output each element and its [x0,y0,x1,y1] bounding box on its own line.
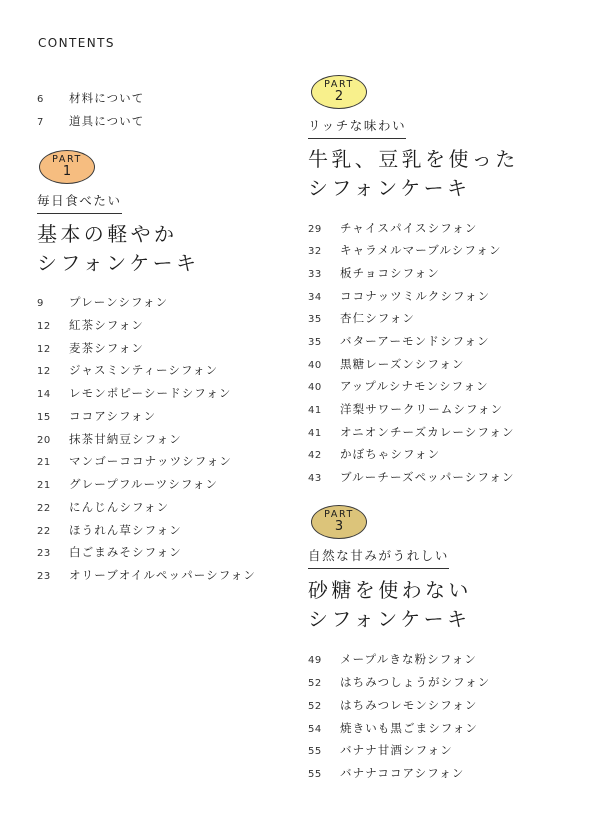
entry-title: ココナッツミルクシフォン [340,289,491,303]
toc-entry[interactable] [37,452,232,470]
part-badge [39,150,95,184]
part-badge [311,505,367,539]
page-number: 12 [37,321,51,332]
page-number: 52 [308,701,322,712]
page-number: 9 [37,298,44,309]
toc-entry[interactable] [37,521,182,539]
toc-entry[interactable] [37,112,144,130]
entry-title: 材料について [69,91,145,105]
page-number: 43 [308,473,322,484]
page-number: 21 [37,480,51,491]
entry-title: マンゴーココナッツシフォン [69,454,232,468]
toc-entry[interactable] [308,741,453,759]
page-number: 7 [37,117,44,128]
entry-title: ほうれん草シフォン [69,523,182,537]
part-number: 2 [334,89,344,104]
part-number: 3 [334,519,344,534]
toc-entry[interactable] [308,377,489,395]
entry-title: 紅茶シフォン [69,318,145,332]
entry-title: かぼちゃシフォン [340,447,441,461]
part-label: PART [324,509,354,520]
page-number: 55 [308,769,322,780]
toc-entry[interactable] [308,332,490,350]
entry-title: チャイスパイスシフォン [340,221,478,235]
entry-title: プレーンシフォン [69,295,169,309]
toc-entry[interactable] [308,696,478,714]
part-subtitle: リッチな味わい [308,116,406,139]
heading-line: シフォンケーキ [308,176,471,200]
toc-entry[interactable] [308,309,415,327]
entry-title: キャラメルマーブルシフォン [340,243,502,257]
entry-title: 白ごまみそシフォン [69,545,182,559]
page-number: 14 [37,389,51,400]
heading-line: 牛乳、豆乳を使った [308,147,519,171]
entry-title: 杏仁シフォン [340,311,416,325]
page-number: 41 [308,405,322,416]
toc-entry[interactable] [37,384,232,402]
part-heading [37,220,199,278]
toc-entry[interactable] [308,764,465,782]
page-number: 29 [308,224,322,235]
entry-title: バナナココアシフォン [340,766,465,780]
entry-title: 焼きいも黒ごまシフォン [340,721,479,735]
heading-line: シフォンケーキ [308,607,471,631]
page-number: 15 [37,412,51,423]
page-number: 23 [37,571,51,582]
page-number: 6 [37,94,44,105]
page-number: 41 [308,428,322,439]
toc-entry[interactable] [308,264,440,282]
part-label: PART [52,154,82,165]
toc-entry[interactable] [37,475,218,493]
toc-entry[interactable] [308,468,515,486]
entry-title: はちみつしょうがシフォン [340,675,491,689]
toc-entry[interactable] [308,400,503,418]
entry-title: アップルシナモンシフォン [340,379,489,393]
toc-entry[interactable] [308,650,477,668]
entry-title: バターアーモンドシフォン [340,334,490,348]
page-number: 33 [308,269,322,280]
part-badge [311,75,367,109]
toc-entry[interactable] [308,287,490,305]
toc-entry[interactable] [308,241,502,259]
page-number: 23 [37,548,51,559]
entry-title: ブルーチーズペッパーシフォン [340,470,515,484]
toc-entry[interactable] [308,673,490,691]
part-label: PART [324,79,354,90]
entry-title: にんじんシフォン [69,500,170,514]
page-number: 40 [308,382,322,393]
toc-entry[interactable] [37,316,144,334]
page-number: 35 [308,337,322,348]
toc-entry[interactable] [308,445,440,463]
entry-title: オリーブオイルペッパーシフォン [69,568,256,582]
page-number: 52 [308,678,322,689]
page-number: 54 [308,724,322,735]
part-heading [308,576,472,634]
part-subtitle: 毎日食べたい [37,191,122,214]
entry-title: レモンポピーシードシフォン [69,386,232,400]
toc-entry[interactable] [37,543,182,561]
entry-title: はちみつレモンシフォン [340,698,478,712]
entry-title: 抹茶甘納豆シフォン [69,432,182,446]
heading-line: 基本の軽やか [37,222,178,246]
toc-entry[interactable] [308,355,465,373]
toc-entry[interactable] [37,566,256,584]
entry-title: 板チョコシフォン [340,266,440,280]
page-number: 12 [37,344,51,355]
entry-title: オニオンチーズカレーシフォン [340,425,515,439]
page-number: 35 [308,314,322,325]
entry-title: 道具について [69,114,145,128]
page-number: 34 [308,292,322,303]
page-number: 20 [37,435,51,446]
part-subtitle: 自然な甘みがうれしい [308,546,449,569]
entry-title: 麦茶シフォン [69,341,145,355]
entry-title: 洋梨サワークリームシフォン [340,402,504,416]
toc-entry[interactable] [37,430,182,448]
heading-line: シフォンケーキ [37,251,200,275]
toc-entry[interactable] [37,339,144,357]
heading-line: 砂糖を使わない [308,578,472,602]
page-number: 55 [308,746,322,757]
part-heading [308,145,519,203]
entry-title: バナナ甘酒シフォン [340,743,453,757]
entry-title: グレープフルーツシフォン [69,477,219,491]
entry-title: ジャスミンティーシフォン [69,363,219,377]
page-title: CONTENTS [38,36,115,50]
toc-entry[interactable] [37,498,169,516]
part-number: 1 [62,164,72,179]
entry-title: メープルきな粉シフォン [340,652,477,666]
toc-entry[interactable] [37,361,218,379]
toc-entry[interactable] [37,89,144,107]
toc-entry[interactable] [308,423,515,441]
page-number: 21 [37,457,51,468]
toc-entry[interactable] [308,219,477,237]
page-number: 12 [37,366,51,377]
page-number: 22 [37,503,51,514]
entry-title: ココアシフォン [69,409,157,423]
page-number: 42 [308,450,322,461]
toc-entry[interactable] [37,293,168,311]
entry-title: 黒糖レーズンシフォン [340,357,465,371]
toc-entry[interactable] [308,719,478,737]
page-number: 40 [308,360,322,371]
page-number: 22 [37,526,51,537]
toc-entry[interactable] [37,407,156,425]
page-number: 49 [308,655,322,666]
page-number: 32 [308,246,322,257]
